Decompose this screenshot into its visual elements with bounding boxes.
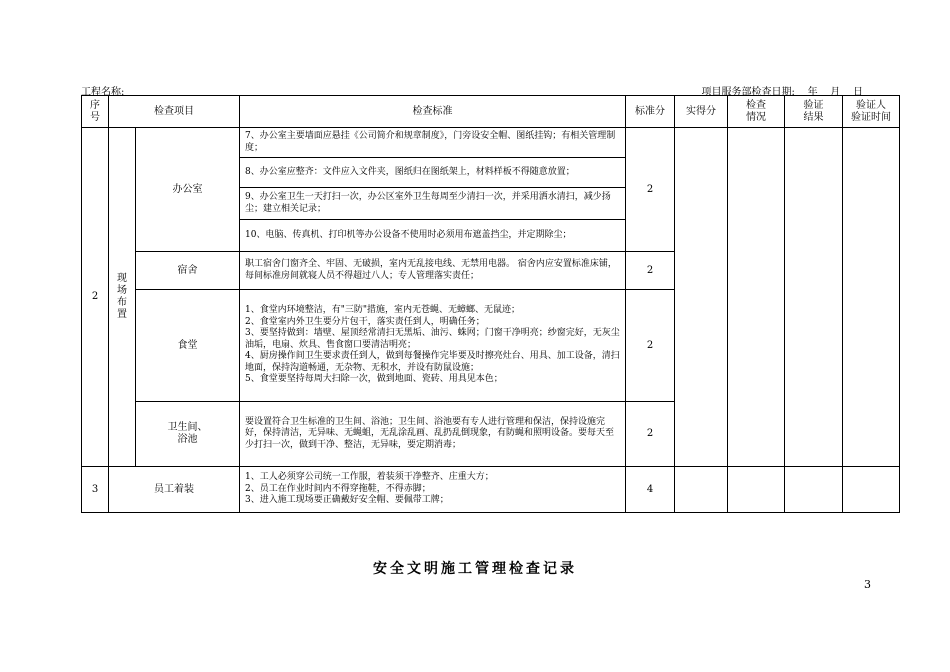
col-header-actual-score: 实得分 — [675, 96, 728, 128]
standard-score: 2 — [626, 252, 675, 290]
standard-score: 2 — [626, 128, 675, 252]
standard-cell: 7、办公室主要墙面应悬挂《公司简介和规章制度》，门旁设安全帽、图纸挂钩；有相关管理制度； — [240, 128, 626, 158]
project-name-label: 工程名称: — [81, 87, 125, 98]
standard-cell: 9、办公室卫生一天打扫一次，办公区室外卫生每周至少清扫一次，并采用洒水清扫，减少扬尘；建立相关记录； — [240, 188, 626, 220]
col-header-verify-result: 验证 结果 — [785, 96, 843, 128]
col-header-situation: 检查 情况 — [728, 96, 785, 128]
inspection-table — [81, 95, 900, 513]
actual-score-cell[interactable] — [675, 467, 728, 513]
col-header-standard: 检查标准 — [240, 96, 626, 128]
item-canteen: 食堂 — [136, 290, 240, 402]
standard-cell: 1、工人必须穿公司统一工作服，着装须干净整齐、庄重大方； 2、员工在作业时间内不得穿拖鞋，不得赤脚； 3、进入施工现场要正确戴好安全帽、要佩带工牌； — [240, 467, 626, 513]
table-row — [82, 128, 900, 158]
standard-score: 2 — [626, 402, 675, 467]
check-date-label: 项目服务部检查日期: 年 月 日 — [701, 87, 863, 98]
actual-score-cell[interactable] — [675, 128, 728, 467]
standard-score: 4 — [626, 467, 675, 513]
situation-cell[interactable] — [728, 128, 785, 467]
item-office: 办公室 — [136, 128, 240, 252]
standard-cell: 8、办公室应整齐：文件应入文件夹，图纸归在图纸架上，材料样板不得随意放置； — [240, 158, 626, 188]
standard-cell: 职工宿舍门窗齐全、牢固、无破损，室内无乱接电线、无禁用电器。 宿舍内应安置标准床铺，每间标准房间就寝人员不得超过八人；专人管理落实责任； — [240, 252, 626, 290]
section-group: 现 场 布 置 — [109, 128, 136, 467]
verifier-cell[interactable] — [843, 467, 900, 513]
document-title: 安全文明施工管理检查记录 — [373, 561, 577, 577]
verify-result-cell[interactable] — [785, 467, 843, 513]
page-number: 3 — [864, 578, 871, 591]
standard-score: 2 — [626, 290, 675, 402]
standard-cell: 10、电脑、传真机、打印机等办公设备不使用时必须用布遮盖挡尘，并定期除尘； — [240, 220, 626, 252]
col-header-standard-score: 标准分 — [626, 96, 675, 128]
verifier-cell[interactable] — [843, 128, 900, 467]
item-dormitory: 宿舍 — [136, 252, 240, 290]
section-seq: 3 — [82, 467, 109, 513]
standard-cell: 1、食堂内环境整洁，有"三防"措施，室内无苍蝇、无蟑螂、无鼠迹； 2、食堂室内外卫生要分片包干，落实责任到人，明确任务； 3、要坚持做到：墙壁、屋顶经常清扫无黑垢、油污、蛛网；门窗干净明亮；纱窗完好，无灰尘油垢，电扇、炊具、售食窗口要清洁明亮； 4、厨房操作间卫生要求责任到人，做到每餐操作完毕要及时擦亮灶台、用具、加工设备，清扫地面，保持沟道畅通，无杂物、无积水，并设有防鼠设施； 5、食堂要坚持每周大扫除一次，做到地面、瓷砖、用具见本色； — [240, 290, 626, 402]
situation-cell[interactable] — [728, 467, 785, 513]
table-row — [82, 467, 900, 513]
item-employee-attire: 员工着装 — [109, 467, 240, 513]
standard-cell: 要设置符合卫生标准的卫生间、浴池；卫生间、浴池要有专人进行管理和保洁，保持设施完好，保持清洁，无异味、无蝇蛆，无乱涂乱画、乱扔乱倒现象，有防蝇和照明设备。要每天至少打扫一次，做到干净、整洁，无异味，要定期消毒； — [240, 402, 626, 467]
verify-result-cell[interactable] — [785, 128, 843, 467]
col-header-item: 检查项目 — [109, 96, 240, 128]
header-row — [82, 96, 900, 128]
section-seq: 2 — [82, 128, 109, 467]
col-header-seq: 序 号 — [82, 96, 109, 128]
item-restroom: 卫生间、 浴池 — [136, 402, 240, 467]
col-header-verifier: 验证人 验证时间 — [843, 96, 900, 128]
